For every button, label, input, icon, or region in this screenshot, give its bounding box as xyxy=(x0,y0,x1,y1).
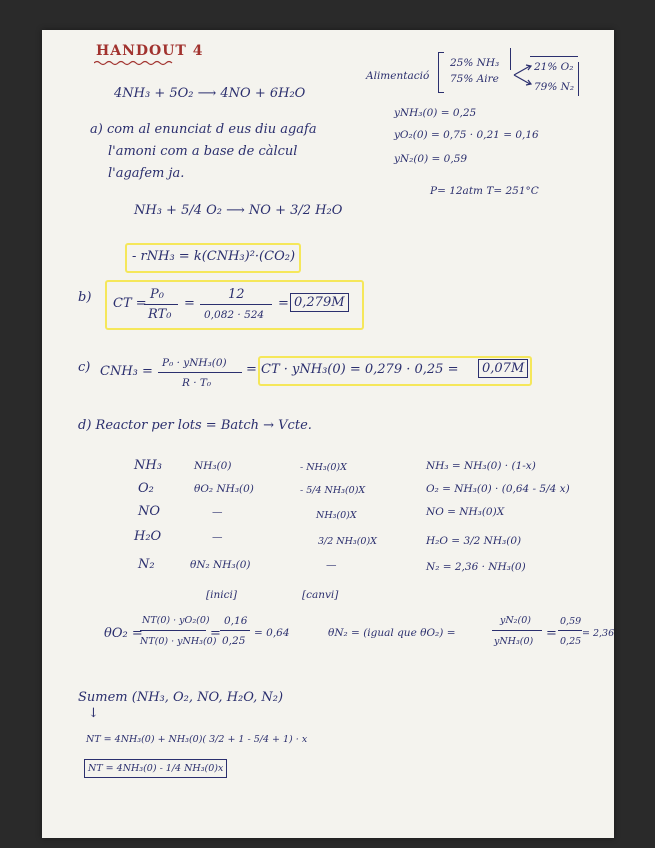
theta-o2-num: NT(0) · yO₂(0) xyxy=(142,615,210,626)
row-change: 3/2 NH₃(0)X xyxy=(318,536,377,547)
part-c-label: c) xyxy=(78,360,91,375)
row-final: NH₃ = NH₃(0) · (1-x) xyxy=(426,460,536,472)
row-final: N₂ = 2,36 · NH₃(0) xyxy=(426,561,526,573)
feed-nh3: 25% NH₃ xyxy=(450,57,500,69)
part-a-line2: l'amoni com a base de càlcul xyxy=(108,144,298,159)
y-o2: yO₂(0) = 0,75 · 0,21 = 0,16 xyxy=(394,129,539,141)
row-final: H₂O = 3/2 NH₃(0) xyxy=(426,535,522,547)
theta-o2-num2: 0,16 xyxy=(224,615,248,627)
y-nh3: yNH₃(0) = 0,25 xyxy=(394,107,477,119)
feed-air: 75% Aire xyxy=(450,73,499,85)
part-b-label: b) xyxy=(78,290,92,305)
ct-frac1-num: P₀ xyxy=(150,287,164,302)
row-initial: — xyxy=(212,531,223,543)
row-initial: θN₂ NH₃(0) xyxy=(190,559,251,571)
ct-eq: = xyxy=(184,296,195,311)
rate-law: - rNH₃ = k(CNH₃)²·(CO₂) xyxy=(132,249,296,264)
title-underline xyxy=(94,60,176,66)
nt-result: NT = 4NH₃(0) - 1/4 NH₃(0)x xyxy=(84,759,227,778)
c-result: 0,07M xyxy=(478,359,528,378)
ct-frac1-den: RT₀ xyxy=(148,307,172,322)
y-n2: yN₂(0) = 0,59 xyxy=(394,153,468,165)
air-n2: 79% N₂ xyxy=(534,81,575,93)
col-change-label: [canvi] xyxy=(302,589,339,601)
theta-n2-num2: 0,59 xyxy=(560,616,582,627)
nt-line: NT = 4NH₃(0) + NH₃(0)( 3/2 + 1 - 5/4 + 1) · x xyxy=(86,734,308,745)
theta-o2-den: NT(0) · yNH₃(0) xyxy=(140,636,217,647)
row-initial: NH₃(0) xyxy=(194,460,232,472)
c-frac-num: P₀ · yNH₃(0) xyxy=(162,357,227,369)
part-d-heading: d) Reactor per lots = Batch → Vcte. xyxy=(78,418,312,433)
theta-n2-den2: 0,25 xyxy=(560,636,582,647)
ct-frac2-num: 12 xyxy=(228,287,245,302)
air-o2: 21% O₂ xyxy=(534,61,574,73)
theta-n2-num: yN₂(0) xyxy=(500,615,531,626)
part-a-line3: l'agafem ja. xyxy=(108,166,185,181)
air-split-arrows xyxy=(512,62,534,88)
ct-lhs: CT = xyxy=(113,296,147,311)
row-change: — xyxy=(326,559,337,571)
ct-result: 0,279M xyxy=(290,293,349,312)
sum-arrow: ↓ xyxy=(88,706,99,721)
c-nh3-lhs: CNH₃ = xyxy=(100,364,153,379)
row-species: NH₃ xyxy=(134,458,162,473)
theta-n2-result: = 2,36 xyxy=(582,628,615,639)
theta-n2-eq: = xyxy=(546,626,557,641)
feed-label: Alimentació xyxy=(366,70,430,82)
theta-o2-den2: 0,25 xyxy=(222,635,246,647)
row-species: N₂ xyxy=(138,557,155,572)
row-species: H₂O xyxy=(134,529,162,544)
conditions: P= 12atm T= 251°C xyxy=(430,185,539,197)
row-change: - 5/4 NH₃(0)X xyxy=(300,485,366,496)
theta-n2-den: yNH₃(0) xyxy=(494,636,534,647)
row-initial: θO₂ NH₃(0) xyxy=(194,483,254,495)
main-reaction: 4NH₃ + 5O₂ ⟶ 4NO + 6H₂O xyxy=(114,86,306,101)
row-change: - NH₃(0)X xyxy=(300,462,347,473)
row-final: O₂ = NH₃(0) · (0,64 - 5/4 x) xyxy=(426,483,570,495)
c-rhs: = CT · yNH₃(0) = 0,279 · 0,25 = xyxy=(246,362,459,377)
row-species: O₂ xyxy=(138,481,154,496)
theta-o2-lhs: θO₂ = xyxy=(104,626,143,641)
col-initial-label: [inici] xyxy=(206,589,237,601)
row-initial: — xyxy=(212,506,223,518)
handout-title: HANDOUT 4 xyxy=(96,43,204,59)
theta-o2-eq: = xyxy=(210,626,221,641)
part-a-line1: a) com al enunciat d eus diu agafa xyxy=(90,122,317,137)
ct-result-eq: = xyxy=(278,296,289,311)
part-a-reaction: NH₃ + 5/4 O₂ ⟶ NO + 3/2 H₂O xyxy=(134,203,343,218)
c-frac-den: R · T₀ xyxy=(182,377,212,389)
row-final: NO = NH₃(0)X xyxy=(426,506,505,518)
theta-o2-result: = 0,64 xyxy=(254,627,290,639)
ct-frac2-den: 0,082 · 524 xyxy=(204,309,265,321)
row-species: NO xyxy=(138,504,161,519)
theta-n2-lhs: θN₂ = (igual que θO₂) = xyxy=(328,627,456,639)
row-change: NH₃(0)X xyxy=(316,510,357,521)
sum-label: Sumem (NH₃, O₂, NO, H₂O, N₂) xyxy=(78,690,284,705)
